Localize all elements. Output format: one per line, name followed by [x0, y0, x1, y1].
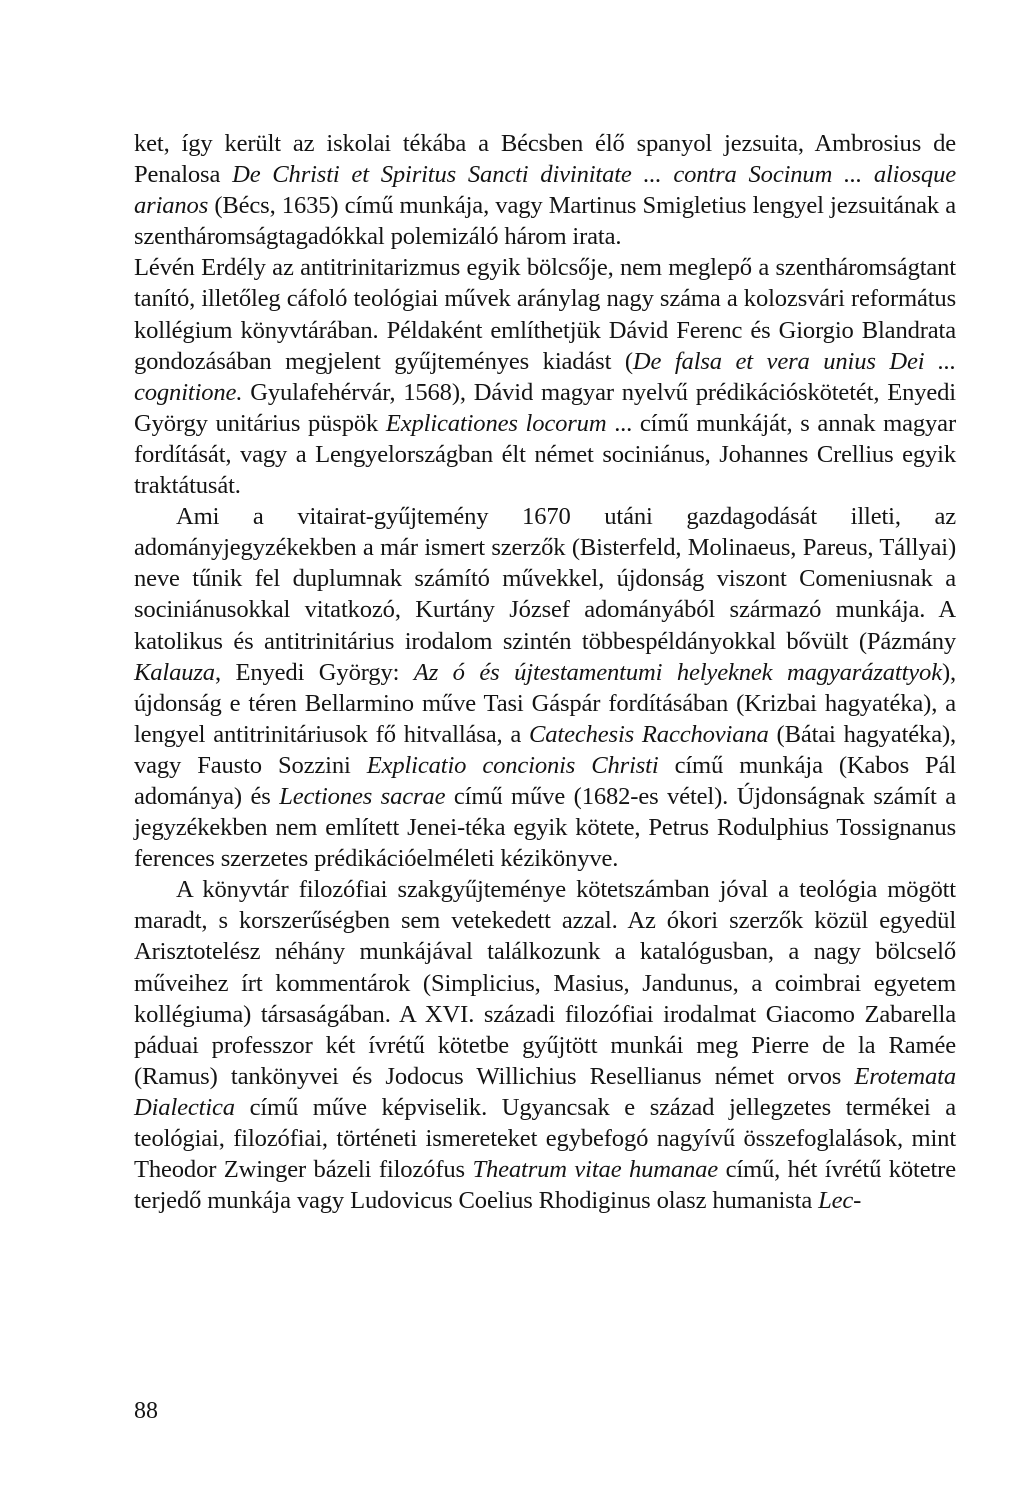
body-text [134, 128, 956, 1216]
text-run: (Bátai hagyatéka), vagy Fausto Sozzini [134, 720, 956, 779]
text-run: (Bécs, 1635) című munkája, vagy Martinus Smigletius lengyel jezsuitának a szentháromságtagadókkal polemizáló három irata. [134, 192, 956, 251]
text-run: című műve képviselik. Ugyancsak e század jellegzetes termékei a teológiai, filozófiai, történeti ismereteket egybefogó nagyívű összefoglalások, mint Theodor Zwinger bázeli filozófus [134, 1093, 956, 1184]
text-run: ket, így került az iskolai tékába a Bécsben élő spanyol jezsuita, Ambrosius de Penalosa [134, 130, 956, 189]
text-run: A könyvtár filozófiai szakgyűjteménye kötetszámban jóval a teológia mögött maradt, s korszerűségben sem vetekedett azzal. Az ókori szerzők közül egyedül Arisztotelész néhány munkájával találkozunk a katalógusban, a nagy bölcselő műveihez írt kommentárok (Simplicius, Masius, Jandunus, a coimbrai egyetem kollégiuma) társaságában. A XVI. századi filozófiai irodalmat Giacomo Zabarella páduai professzor két ívrétű kötetbe gyűjtött munkái meg Pierre de la Ramée (Ramus) tankönyvei és Jodocus Willichius Resellianus német orvos [134, 876, 956, 1090]
italic-title: Catechesis Racchoviana [529, 720, 769, 748]
italic-title: Explicatio concionis Christi [366, 751, 659, 779]
text-run: Lévén Erdély az antitrinitarizmus egyik bölcsője, nem meglepő a szentháromságtant tanító, illetőleg cáfoló teológiai művek aránylag nagy száma a kolozsvári református kollégium könyvtárában. Példaként említhetjük Dávid Ferenc és Giorgio Blandrata gondozásában megjelent gyűjteményes kiadást ( [134, 254, 956, 375]
italic-title: De Christi et Spiritus Sancti divinitate ... contra Socinum ... aliosque arianos [134, 161, 956, 220]
paragraph [134, 252, 956, 501]
italic-title: Az ó és újtestamentumi helyeknek magyarázattyok [413, 658, 942, 686]
italic-title: Kalauza [134, 658, 215, 686]
paragraph [134, 128, 956, 252]
text-run: Ami a vitairat-gyűjtemény 1670 utáni gazdagodását illeti, az adományjegyzékekben a már ismert szerzők (Bisterfeld, Molinaeus, Pareus, Tállyai) neve tűnik fel duplumnak számító művekkel, újdonság viszont Comeniusnak a sociniánusokkal vitatkozó, Kurtány József adományából származó munkája. A katolikus és antitrinitárius irodalom szintén többespéldányokkal bővült (Pázmány [134, 503, 956, 655]
text-run: Gyulafehérvár, 1568), Dávid magyar nyelvű prédikációskötetét, Enyedi György unitárius püspök [134, 378, 956, 437]
italic-title: Lec- [818, 1187, 862, 1215]
text-run: című munkája (Kabos Pál adománya) és [134, 751, 956, 810]
text-run: , Enyedi György: [214, 658, 414, 686]
italic-title: Explicationes locorum [385, 409, 607, 437]
italic-title: Erotemata Dialectica [134, 1062, 956, 1121]
italic-title: Theatrum vitae humanae [472, 1156, 719, 1184]
text-run: című, hét ívrétű kötetre terjedő munkája vagy Ludovicus Coelius Rhodiginus olasz humanista [134, 1156, 956, 1215]
page-number: 88 [134, 1398, 158, 1424]
text-run: című műve (1682-es vétel). Újdonságnak számít a jegyzékekben nem említett Jenei-téka egyik kötete, Petrus Rodulphius Tossignanus ferences szerzetes prédikációelméleti kézikönyve. [134, 782, 957, 873]
italic-title: Lectiones sacrae [279, 782, 446, 810]
text-run: ... című munkáját, s annak magyar fordítását, vagy a Lengyelországban élt német sociniánus, Johannes Crellius egyik traktátusát. [134, 409, 956, 500]
text-run: ), újdonság e téren Bellarmino műve Tasi Gáspár fordításában (Krizbai hagyatéka), a lengyel antitrinitáriusok fő hitvallása, a [134, 658, 957, 748]
paragraph [134, 874, 956, 1216]
italic-title: De falsa et vera unius Dei ... cognitione. [134, 347, 956, 406]
paragraph [134, 501, 956, 874]
